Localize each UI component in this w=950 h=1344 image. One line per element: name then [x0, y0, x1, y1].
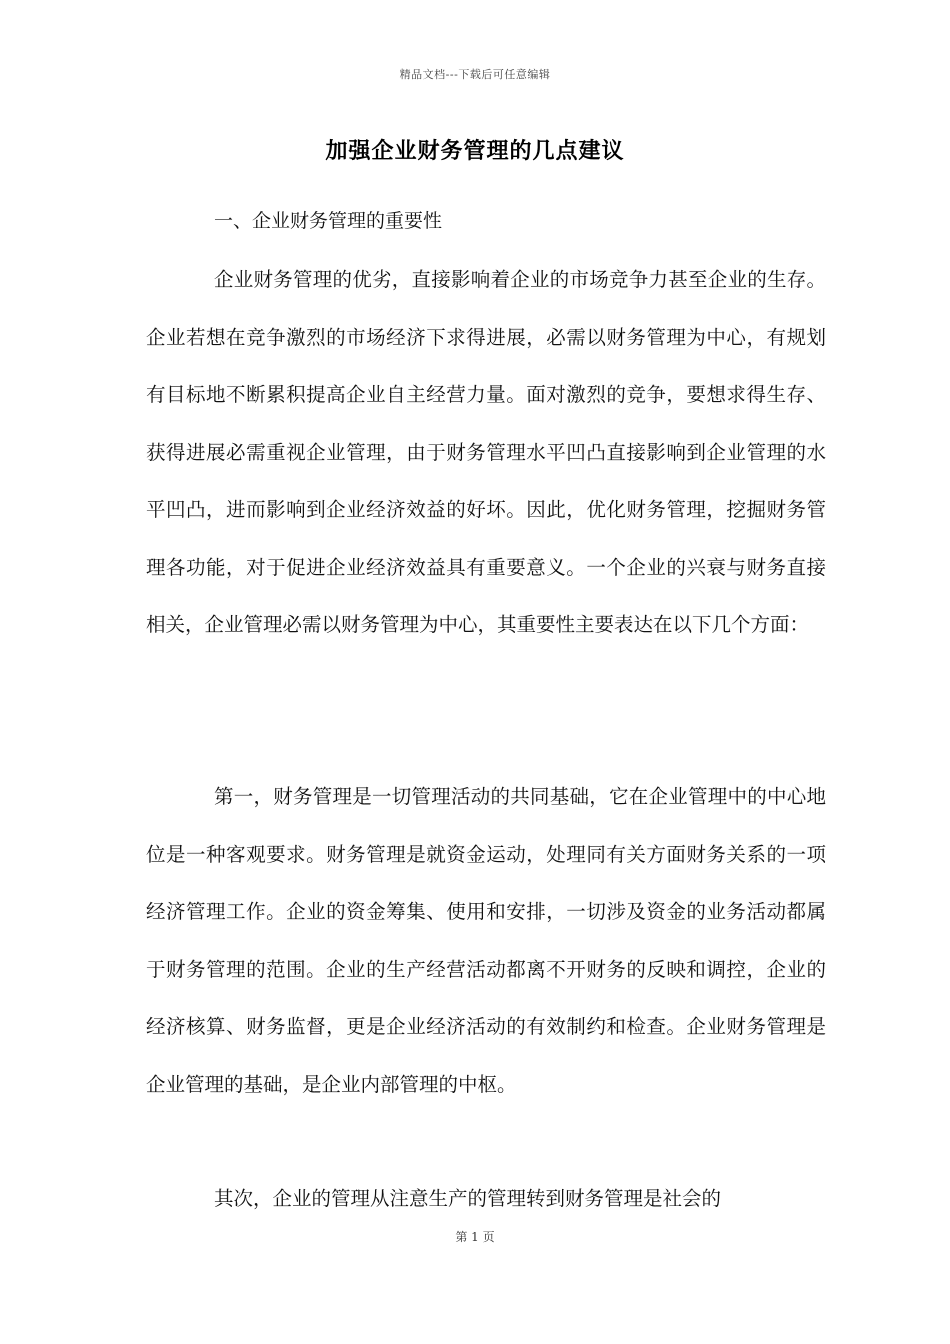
body-paragraph-2: 第一，财务管理是一切管理活动的共同基础，它在企业管理中的中心地位是一种客观要求。财务管理是就资金运动，处理同有关方面财务关系的一项经济管理工作。企业的资金筹集、使用和安排，一切涉及资金的业务活动都属于财务管理的范围。企业的生产经营活动都离不开财务的反映和调控，企业的经济核算、财务监督，更是企业经济活动的有效制约和检查。企业财务管理是企业管理的基础，是企业内部管理的中枢。: [146, 785, 826, 1096]
page-number-footer: 第 1 页: [455, 1230, 495, 1244]
body-paragraph-1: 企业财务管理的优劣，直接影响着企业的市场竞争力甚至企业的生存。企业若想在竞争激烈的市场经济下求得进展，必需以财务管理为中心，有规划有目标地不断累积提高企业自主经营力量。面对激烈的竞争，要想求得生存、获得进展必需重视企业管理，由于财务管理水平凹凸直接影响到企业管理的水平凹凸，进而影响到企业经济效益的好坏。因此，优化财务管理，挖掘财务管理各功能，对于促进企业经济效益具有重要意义。一个企业的兴衰与财务直接相关，企业管理必需以财务管理为中心，其重要性主要表达在以下几个方面：: [146, 268, 826, 636]
body-paragraph-3: 其次，企业的管理从注意生产的管理转到财务管理是社会的: [214, 1187, 722, 1210]
header-note: 精品文档---下载后可任意编辑: [399, 68, 551, 81]
document-title: 加强企业财务管理的几点建议: [325, 138, 625, 164]
section-heading: 一、企业财务管理的重要性: [214, 210, 443, 232]
